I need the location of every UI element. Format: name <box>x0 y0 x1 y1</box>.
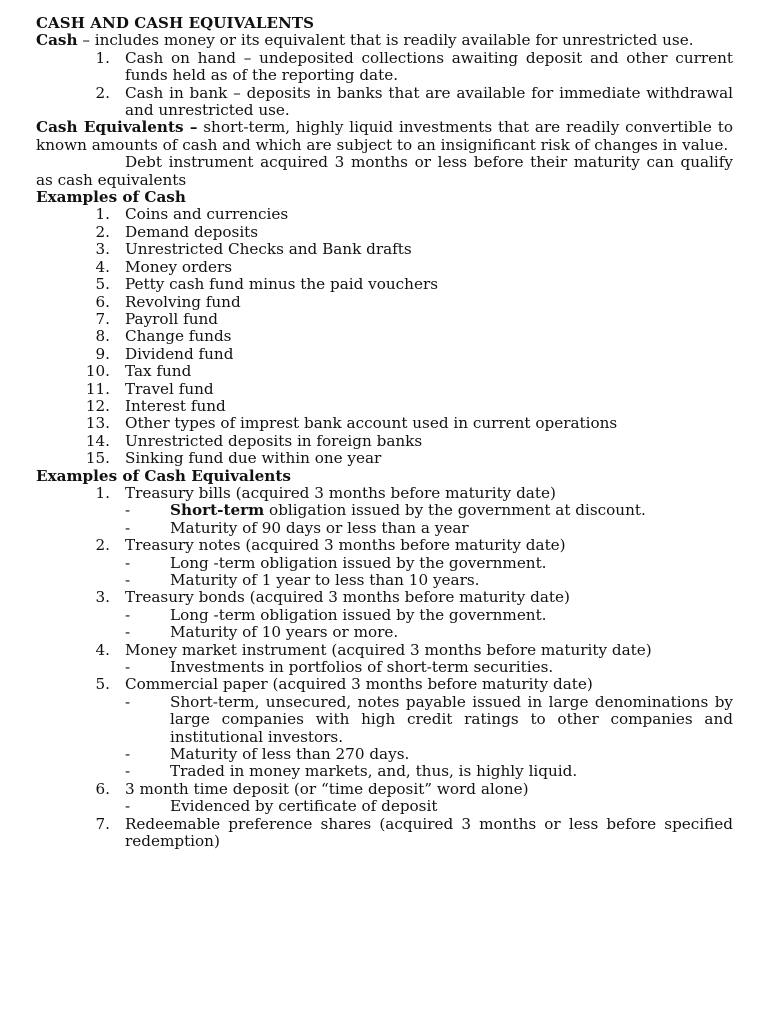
list-text: Sinking fund due within one year <box>125 449 382 468</box>
cash-term: Cash <box>36 31 78 50</box>
sub-list-text: Short-term, unsecured, notes payable issued in large denominations by large companies with high credit ratings to other companies and institutional investors. <box>170 692 733 746</box>
list-number: 6. <box>95 779 110 798</box>
list-item <box>36 415 733 432</box>
list-text: Money market instrument (acquired 3 months before maturity date) <box>125 640 652 659</box>
list-number: 9. <box>95 344 110 363</box>
dash-bullet: - <box>125 623 131 642</box>
list-text: Dividend fund <box>125 344 234 363</box>
sub-list-text: Maturity of less than 270 days. <box>170 745 410 764</box>
list-text: Coins and currencies <box>125 205 289 224</box>
sub-list <box>125 798 733 815</box>
sub-list <box>125 555 733 590</box>
list-text: Treasury bonds (acquired 3 months before maturity date) <box>125 588 570 607</box>
sub-list-text: obligation issued by the government at discount. <box>264 501 646 520</box>
list-number: 2. <box>95 222 110 241</box>
list-number: 6. <box>95 292 110 311</box>
list-number: 4. <box>95 257 110 276</box>
dash-bullet: - <box>125 797 131 816</box>
list-number: 1. <box>95 205 110 224</box>
list-item <box>36 50 733 85</box>
list-number: 3. <box>95 240 110 259</box>
list-item <box>36 259 733 276</box>
list-number: 1. <box>95 483 110 502</box>
list-item <box>36 398 733 415</box>
sub-list <box>125 502 733 537</box>
sub-list-text: Maturity of 1 year to less than 10 years. <box>170 571 480 589</box>
list-item <box>36 311 733 328</box>
list-text: Cash in bank – deposits in banks that are available for immediate withdrawal and unrestricted use. <box>125 83 733 120</box>
emphasis-term: Short-term <box>170 501 265 520</box>
list-text: Change funds <box>125 327 232 346</box>
sub-list-item <box>125 798 733 815</box>
sub-list <box>125 607 733 642</box>
list-text: Petty cash fund minus the paid vouchers <box>125 275 438 294</box>
sub-list-item <box>125 607 733 624</box>
dash-bullet: - <box>125 553 131 572</box>
sub-list-item <box>125 502 733 519</box>
list-number: 7. <box>95 814 110 833</box>
list-item <box>36 642 733 677</box>
sub-list-text: Evidenced by certificate of deposit <box>170 797 438 816</box>
list-item <box>36 328 733 345</box>
list-item <box>36 346 733 363</box>
list-item <box>36 485 733 537</box>
dash-bullet: - <box>125 658 131 677</box>
list-item <box>36 224 733 241</box>
cash-equivalents-term: Cash Equivalents – <box>36 118 198 137</box>
list-text: Commercial paper (acquired 3 months before maturity date) <box>125 675 593 694</box>
list-item <box>36 381 733 398</box>
list-item <box>36 294 733 311</box>
examples-equivalents-list <box>36 485 733 851</box>
sub-list <box>125 694 733 781</box>
list-item <box>36 676 733 780</box>
cash-definition-text: – includes money or its equivalent that is readily available for unrestricted use. <box>77 31 694 50</box>
list-text: Tax fund <box>125 362 192 381</box>
list-text: Other types of imprest bank account used in current operations <box>125 414 618 433</box>
list-item <box>36 781 733 816</box>
list-item <box>36 363 733 380</box>
sub-list-item <box>125 659 733 676</box>
dash-bullet: - <box>125 571 131 589</box>
list-number: 7. <box>95 309 110 328</box>
list-text: Unrestricted Checks and Bank drafts <box>125 240 412 259</box>
sub-list-item <box>125 572 733 589</box>
list-number: 12. <box>85 396 110 415</box>
list-number: 13. <box>85 414 110 433</box>
list-item <box>36 816 733 851</box>
list-number: 8. <box>95 327 110 346</box>
list-item <box>36 276 733 293</box>
dash-bullet: - <box>125 518 131 537</box>
list-item <box>36 206 733 223</box>
sub-list-text: Investments in portfolios of short-term securities. <box>170 658 554 677</box>
list-number: 14. <box>85 431 110 450</box>
list-item <box>36 241 733 258</box>
list-text: Treasury bills (acquired 3 months before maturity date) <box>125 483 556 502</box>
sub-list-text: Maturity of 90 days or less than a year <box>170 518 469 537</box>
sub-list-text: Long -term obligation issued by the government. <box>170 553 547 572</box>
examples-equivalents-heading: Examples of Cash Equivalents <box>36 466 291 485</box>
list-text: Travel fund <box>125 379 214 398</box>
dash-bullet: - <box>125 692 131 711</box>
sub-list-item <box>125 555 733 572</box>
cash-equivalents-text: short-term, highly liquid investments that are readily convertible to known amounts of cash and which are subject to an insignificant risk of changes in value. <box>36 118 733 154</box>
sub-list-item <box>125 763 733 780</box>
list-number: 5. <box>95 675 110 694</box>
document-title: CASH AND CASH EQUIVALENTS <box>36 14 315 32</box>
sub-list <box>125 659 733 676</box>
list-number: 3. <box>95 588 110 607</box>
list-text: Interest fund <box>125 396 226 415</box>
list-text: Revolving fund <box>125 292 241 311</box>
list-text: Demand deposits <box>125 222 259 241</box>
list-text: Money orders <box>125 257 233 276</box>
list-text: Unrestricted deposits in foreign banks <box>125 431 423 450</box>
list-number: 11. <box>85 379 110 398</box>
sub-list-text: Maturity of 10 years or more. <box>170 623 399 642</box>
sub-list-item <box>125 694 733 746</box>
dash-bullet: - <box>125 605 131 624</box>
list-text: Cash on hand – undeposited collections awaiting deposit and other current funds held as of the reporting date. <box>125 48 733 85</box>
list-text: Redeemable preference shares (acquired 3 months or less before specified redemption) <box>125 814 733 851</box>
sub-list-item <box>125 520 733 537</box>
sub-list-text: Traded in money markets, and, thus, is highly liquid. <box>170 762 578 781</box>
sub-list-item <box>125 746 733 763</box>
document-page <box>36 15 733 851</box>
dash-bullet: - <box>125 501 131 520</box>
list-text: Treasury notes (acquired 3 months before maturity date) <box>125 536 566 555</box>
list-item <box>36 433 733 450</box>
list-number: 1. <box>95 48 110 67</box>
dash-bullet: - <box>125 762 131 781</box>
list-number: 4. <box>95 640 110 659</box>
examples-cash-heading: Examples of Cash <box>36 188 186 207</box>
debt-note: Debt instrument acquired 3 months or less before their maturity can qualify as cash equivalents <box>36 153 733 189</box>
list-number: 10. <box>85 362 110 381</box>
cash-definition <box>36 32 733 49</box>
list-number: 2. <box>95 536 110 555</box>
dash-bullet: - <box>125 745 131 764</box>
list-item <box>36 85 733 120</box>
list-item <box>36 450 733 467</box>
sub-list-text: Long -term obligation issued by the government. <box>170 605 547 624</box>
list-number: 15. <box>85 449 110 468</box>
list-item <box>36 537 733 589</box>
sub-list-item <box>125 624 733 641</box>
list-text: 3 month time deposit (or “time deposit” word alone) <box>125 779 529 798</box>
examples-cash-list <box>36 206 733 467</box>
cash-types-list <box>36 50 733 120</box>
list-item <box>36 589 733 641</box>
cash-equivalents-definition <box>36 119 733 154</box>
list-number: 2. <box>95 83 110 102</box>
list-number: 5. <box>95 275 110 294</box>
list-text: Payroll fund <box>125 309 219 328</box>
